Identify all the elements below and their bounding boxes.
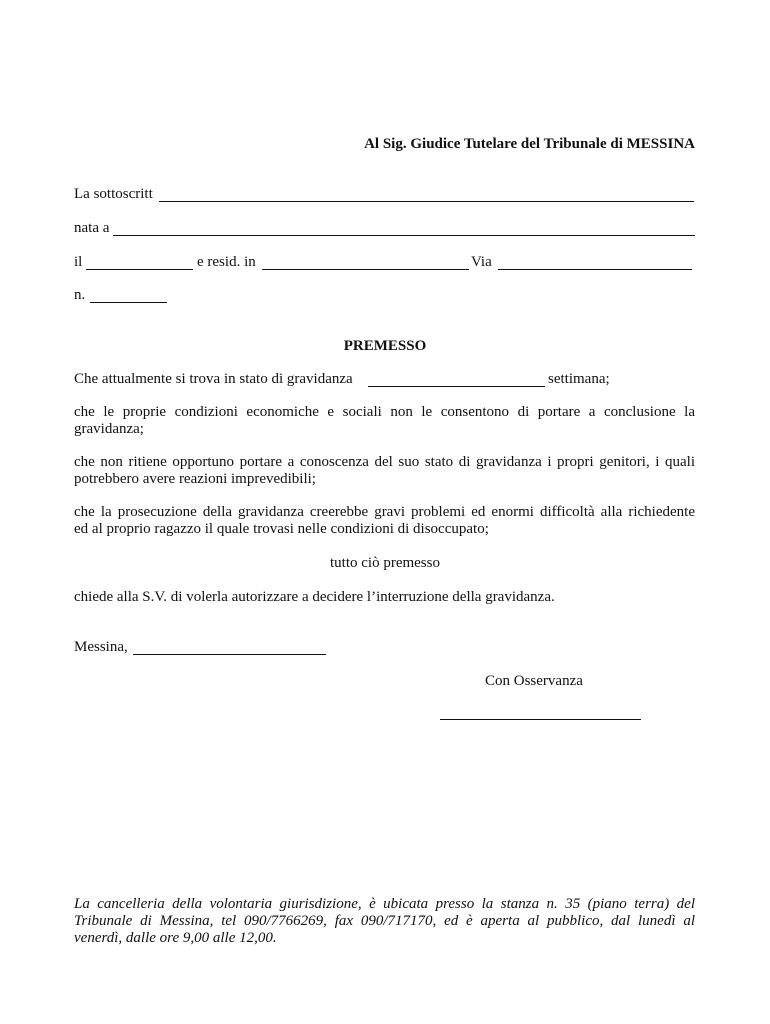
footer-line: Tribunale di Messina, tel 090/7766269, fax 090/717170, ed è aperta al pubblico, dal lunedì al: [74, 913, 695, 929]
nata-a-blank-line: [113, 235, 695, 236]
settimana-label: settimana;: [548, 371, 610, 387]
place-date-blank-line: [133, 654, 326, 655]
tutto-premesso-line: tutto ciò premesso: [330, 555, 440, 571]
paragraph-parents: [74, 454, 695, 488]
weeks-blank-line: [368, 386, 545, 387]
addressee-heading: Al Sig. Giudice Tutelare del Tribunale di MESSINA: [364, 136, 695, 152]
paragraph-line: che la prosecuzione della gravidanza creerebbe gravi problemi ed enormi difficoltà alla richiedente: [74, 504, 695, 520]
salutation: Con Osservanza: [485, 673, 583, 689]
paragraph-problems: [74, 504, 695, 538]
sottoscritt-label: La sottoscritt: [74, 186, 153, 202]
via-label: Via: [471, 254, 492, 270]
gravidanza-label: Che attualmente si trova in stato di gravidanza: [74, 371, 353, 387]
via-blank-line: [498, 269, 692, 270]
nata-a-label: nata a: [74, 220, 110, 236]
sottoscritt-blank-line: [159, 201, 694, 202]
paragraph-line: che non ritiene opportuno portare a conoscenza del suo stato di gravidanza i propri genitori, i quali: [74, 454, 695, 470]
residence-blank-line: [262, 269, 469, 270]
paragraph-economic-conditions: [74, 404, 695, 438]
paragraph-line: ed al proprio ragazzo il quale trovasi nelle condizioni di disoccupato;: [74, 521, 489, 537]
number-blank-line: [90, 302, 167, 303]
signature-blank-line: [440, 719, 641, 720]
paragraph-line: che le proprie condizioni economiche e sociali non le consentono di portare a conclusione la: [74, 404, 695, 420]
footer-line: venerdì, dalle ore 9,00 alle 12,00.: [74, 930, 277, 946]
resid-label: e resid. in: [197, 254, 256, 270]
il-label: il: [74, 254, 83, 270]
date-blank-line: [86, 269, 193, 270]
request-line: chiede alla S.V. di volerla autorizzare a decidere l’interruzione della gravidanza.: [74, 589, 555, 605]
footer-note: [74, 896, 695, 947]
paragraph-line: potrebbero avere reazioni imprevedibili;: [74, 471, 316, 487]
place-label: Messina,: [74, 639, 128, 655]
footer-line: La cancelleria della volontaria giurisdizione, è ubicata presso la stanza n. 35 (piano terra) del: [74, 896, 695, 912]
premesso-title: PREMESSO: [343, 338, 427, 354]
paragraph-line: gravidanza;: [74, 421, 144, 437]
number-label: n.: [74, 287, 86, 303]
